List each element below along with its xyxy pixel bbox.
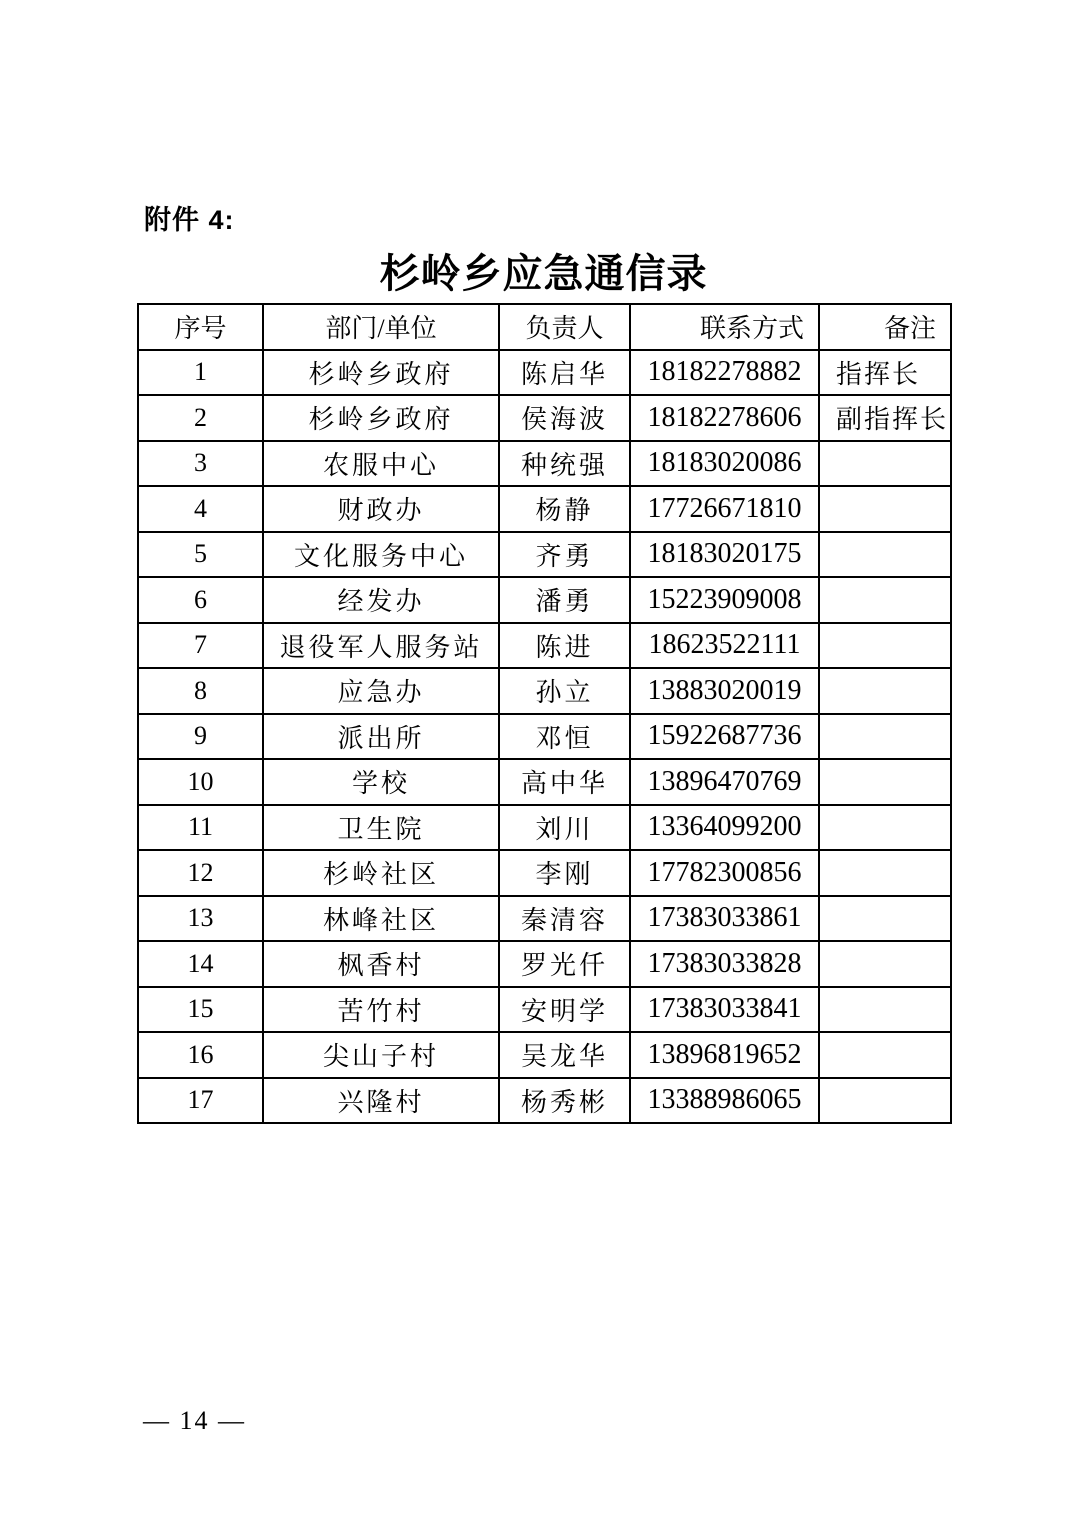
cell-phone-number: 13883020019: [630, 668, 819, 714]
cell-department: 兴隆村: [263, 1078, 499, 1124]
cell-remark: [819, 623, 951, 669]
cell-remark: [819, 1032, 951, 1078]
cell-remark: [819, 941, 951, 987]
cell-serial-number: 17: [138, 1078, 263, 1124]
cell-person-in-charge: 齐勇: [499, 532, 630, 578]
cell-remark: [819, 441, 951, 487]
cell-remark: [819, 714, 951, 760]
cell-phone-number: 13388986065: [630, 1078, 819, 1124]
cell-person-in-charge: 杨秀彬: [499, 1078, 630, 1124]
cell-remark: 指挥长: [819, 350, 951, 396]
cell-phone-number: 18182278606: [630, 395, 819, 441]
table-body: [138, 350, 951, 1124]
col-header-remark: 备注: [819, 304, 951, 350]
cell-department: 苦竹村: [263, 987, 499, 1033]
cell-phone-number: 17726671810: [630, 486, 819, 532]
table-row: [138, 441, 951, 487]
cell-serial-number: 6: [138, 577, 263, 623]
cell-serial-number: 9: [138, 714, 263, 760]
cell-person-in-charge: 李刚: [499, 850, 630, 896]
cell-department: 杉岭乡政府: [263, 395, 499, 441]
cell-phone-number: 18183020175: [630, 532, 819, 578]
cell-phone-number: 13896819652: [630, 1032, 819, 1078]
cell-person-in-charge: 高中华: [499, 759, 630, 805]
col-header-department: 部门/单位: [263, 304, 499, 350]
cell-person-in-charge: 侯海波: [499, 395, 630, 441]
cell-remark: [819, 668, 951, 714]
cell-serial-number: 5: [138, 532, 263, 578]
table-row: [138, 486, 951, 532]
cell-phone-number: 17383033841: [630, 987, 819, 1033]
table-row: [138, 941, 951, 987]
table-row: [138, 668, 951, 714]
table-row: [138, 350, 951, 396]
cell-serial-number: 14: [138, 941, 263, 987]
cell-person-in-charge: 陈启华: [499, 350, 630, 396]
table-row: [138, 714, 951, 760]
cell-phone-number: 15223909008: [630, 577, 819, 623]
cell-remark: [819, 1078, 951, 1124]
cell-serial-number: 11: [138, 805, 263, 851]
cell-serial-number: 7: [138, 623, 263, 669]
cell-remark: [819, 805, 951, 851]
cell-person-in-charge: 吴龙华: [499, 1032, 630, 1078]
table-row: [138, 1032, 951, 1078]
cell-remark: [819, 759, 951, 805]
cell-person-in-charge: 秦清容: [499, 896, 630, 942]
attachment-label: 附件 4:: [144, 205, 235, 235]
cell-phone-number: 18623522111: [630, 623, 819, 669]
cell-phone-number: 15922687736: [630, 714, 819, 760]
cell-serial-number: 1: [138, 350, 263, 396]
cell-serial-number: 2: [138, 395, 263, 441]
table-row: [138, 987, 951, 1033]
cell-serial-number: 12: [138, 850, 263, 896]
cell-person-in-charge: 邓恒: [499, 714, 630, 760]
table-header-row: [138, 304, 951, 350]
cell-remark: [819, 486, 951, 532]
cell-remark: [819, 850, 951, 896]
page-title: 杉岭乡应急通信录: [379, 251, 708, 296]
cell-serial-number: 8: [138, 668, 263, 714]
cell-person-in-charge: 杨静: [499, 486, 630, 532]
cell-phone-number: 13364099200: [630, 805, 819, 851]
table-row: [138, 896, 951, 942]
cell-department: 经发办: [263, 577, 499, 623]
contacts-table: [137, 303, 952, 1124]
cell-department: 林峰社区: [263, 896, 499, 942]
page-number: — 14 —: [143, 1406, 246, 1435]
cell-person-in-charge: 种统强: [499, 441, 630, 487]
table-row: [138, 532, 951, 578]
cell-department: 派出所: [263, 714, 499, 760]
cell-remark: [819, 987, 951, 1033]
cell-department: 文化服务中心: [263, 532, 499, 578]
cell-serial-number: 16: [138, 1032, 263, 1078]
cell-phone-number: 13896470769: [630, 759, 819, 805]
cell-department: 应急办: [263, 668, 499, 714]
cell-phone-number: 17383033828: [630, 941, 819, 987]
cell-person-in-charge: 刘川: [499, 805, 630, 851]
cell-person-in-charge: 安明学: [499, 987, 630, 1033]
cell-department: 退役军人服务站: [263, 623, 499, 669]
table-row: [138, 759, 951, 805]
cell-department: 尖山子村: [263, 1032, 499, 1078]
cell-department: 学校: [263, 759, 499, 805]
cell-serial-number: 10: [138, 759, 263, 805]
table-row: [138, 577, 951, 623]
cell-department: 杉岭社区: [263, 850, 499, 896]
cell-person-in-charge: 潘勇: [499, 577, 630, 623]
cell-remark: [819, 896, 951, 942]
cell-department: 枫香村: [263, 941, 499, 987]
cell-serial-number: 15: [138, 987, 263, 1033]
col-header-phone: 联系方式: [630, 304, 819, 350]
cell-phone-number: 18182278882: [630, 350, 819, 396]
cell-person-in-charge: 孙立: [499, 668, 630, 714]
cell-department: 财政办: [263, 486, 499, 532]
table-row: [138, 623, 951, 669]
cell-department: 杉岭乡政府: [263, 350, 499, 396]
cell-person-in-charge: 陈进: [499, 623, 630, 669]
table-row: [138, 850, 951, 896]
cell-serial-number: 4: [138, 486, 263, 532]
col-header-person: 负责人: [499, 304, 630, 350]
cell-department: 卫生院: [263, 805, 499, 851]
col-header-no: 序号: [138, 304, 263, 350]
table-row: [138, 805, 951, 851]
cell-phone-number: 17383033861: [630, 896, 819, 942]
cell-remark: [819, 532, 951, 578]
cell-remark: 副指挥长: [819, 395, 951, 441]
cell-person-in-charge: 罗光仟: [499, 941, 630, 987]
cell-phone-number: 17782300856: [630, 850, 819, 896]
cell-phone-number: 18183020086: [630, 441, 819, 487]
cell-remark: [819, 577, 951, 623]
cell-department: 农服中心: [263, 441, 499, 487]
table-row: [138, 1078, 951, 1124]
cell-serial-number: 13: [138, 896, 263, 942]
cell-serial-number: 3: [138, 441, 263, 487]
table-row: [138, 395, 951, 441]
